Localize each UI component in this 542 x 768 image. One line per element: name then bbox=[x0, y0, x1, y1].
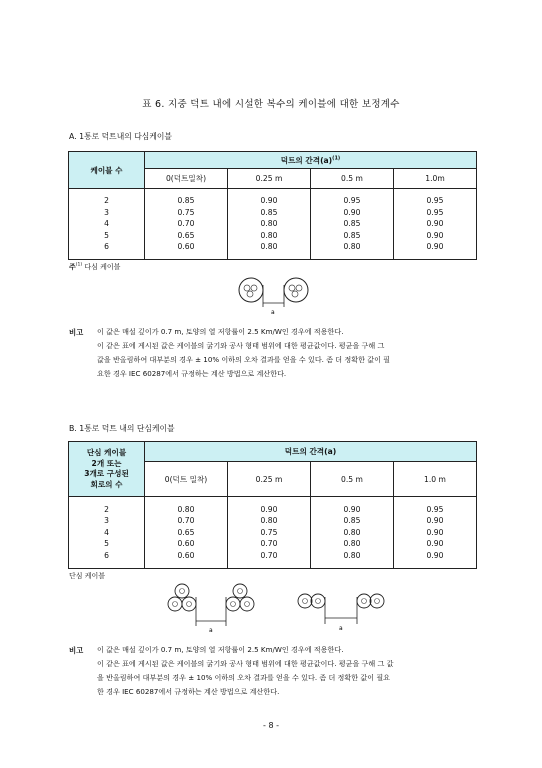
section-a-remark-line: 이 값은 매설 깊이가 0.7 m, 토양의 열 저항률이 2.5 Km/W인 경우에 적용한다. bbox=[97, 327, 344, 336]
table-a-count-cell: 2 3 4 5 6 bbox=[69, 189, 145, 260]
section-b-heading: B. 1통로 덕트 내의 단심케이블 bbox=[69, 424, 175, 433]
table-b-note: 단심 케이블 bbox=[69, 572, 106, 580]
section-b-remark-line: 이 값은 매설 깊이가 0.7 m, 토양의 열 저항률이 2.5 Km/W인 경우에 적용한다. bbox=[97, 645, 344, 654]
diagram-a-gap-label: a bbox=[271, 309, 275, 316]
table-b-col-header: 0.25 m bbox=[228, 462, 311, 497]
section-a-remark-line: 값을 반올림하여 대부분의 경우 ± 10% 이하의 오차 결과를 얻을 수 있다. 좀 더 정확한 값이 필 bbox=[97, 355, 391, 364]
table-a-footnote: 주$^{(1)}$ 다심 케이블 bbox=[69, 262, 121, 271]
section-a-remark-line: 이 같은 표에 게시된 값은 케이블의 굵기와 공사 형태 범위에 대한 평균값이다. 평균을 구해 그 bbox=[97, 341, 385, 350]
table-b-value-cell: 0.90 0.80 0.75 0.70 0.70 bbox=[228, 497, 311, 569]
table-b-col-header: 1.0 m bbox=[394, 462, 477, 497]
page-title: 표 6. 지중 덕트 내에 시설한 복수의 케이블에 대한 보정계수 bbox=[142, 99, 400, 110]
page-number: - 8 - bbox=[263, 721, 279, 730]
table-a-row-header: 케이블 수 bbox=[69, 152, 145, 189]
section-b-remark-line: 이 같은 표에 게시된 값은 케이블의 굵기와 공사 형태 범위에 대한 평균값이다. 평균을 구해 그 값 bbox=[97, 659, 394, 668]
table-a-value-cell: 0.85 0.75 0.70 0.65 0.60 bbox=[145, 189, 228, 260]
table-a-value-cell: 0.90 0.85 0.80 0.80 0.80 bbox=[228, 189, 311, 260]
section-b-remark-line: 한 경우 IEC 60287에서 규정하는 계산 방법으로 계산한다. bbox=[97, 687, 280, 696]
table-a-value-cell: 0.95 0.95 0.90 0.90 0.90 bbox=[394, 189, 477, 260]
section-b-remark-label: 비고 bbox=[69, 646, 84, 655]
table-a-group-header: 덕트의 간격$(a)^{(1)}$ bbox=[145, 152, 477, 169]
table-a-col-header: 0.25 m bbox=[228, 169, 311, 189]
table-b-value-cell: 0.90 0.85 0.80 0.80 0.80 bbox=[311, 497, 394, 569]
table-b-row-header: 단심 케이블 2개 또는 3개로 구성된 회로의 수 bbox=[69, 442, 145, 497]
section-a-remark-label: 비고 bbox=[69, 328, 84, 337]
table-a-value-cell: 0.95 0.90 0.85 0.85 0.80 bbox=[311, 189, 394, 260]
section-b-remark-line: 을 반올림하여 대부분의 경우 ± 10% 이하의 오차 결과를 얻을 수 있다. 좀 더 정확한 값이 필요 bbox=[97, 673, 391, 682]
diagram-b-gap-label-1: a bbox=[209, 627, 213, 634]
table-b-group-header: 덕트의 간격(a) bbox=[145, 442, 477, 462]
table-a-col-header: 0.5 m bbox=[311, 169, 394, 189]
table-b-value-cell: 0.95 0.90 0.90 0.90 0.90 bbox=[394, 497, 477, 569]
table-b-value-cell: 0.80 0.70 0.65 0.60 0.60 bbox=[145, 497, 228, 569]
table-b-count-cell: 2 3 4 5 6 bbox=[69, 497, 145, 569]
section-a-remark-line: 요한 경우 IEC 60287에서 규정하는 계산 방법으로 계산한다. bbox=[97, 369, 287, 378]
table-b-col-header: 0.5 m bbox=[311, 462, 394, 497]
table-a-col-header: 0(덕트밀착) bbox=[145, 169, 228, 189]
diagram-b-gap-label-2: a bbox=[339, 625, 343, 632]
table-a-col-header: 1.0m bbox=[394, 169, 477, 189]
section-a-heading: A. 1통로 덕트내의 다심케이블 bbox=[69, 132, 172, 141]
table-b-col-header: 0(덕트 밀착) bbox=[145, 462, 228, 497]
